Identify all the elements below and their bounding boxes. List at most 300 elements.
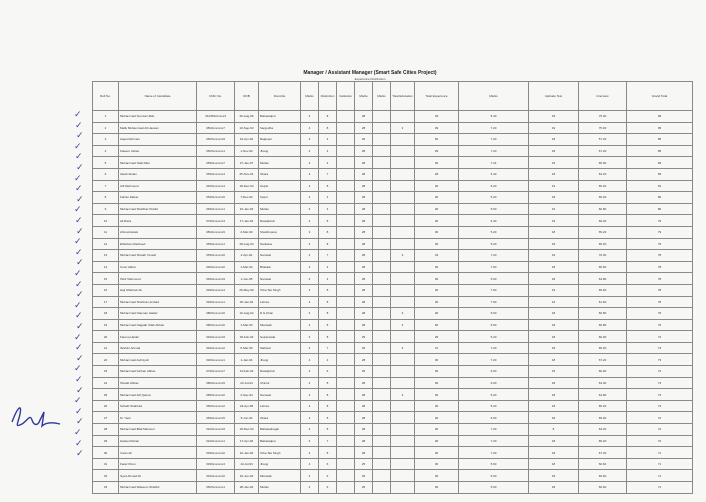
- table-cell: 7: [319, 435, 337, 447]
- table-cell: 9: [93, 203, 119, 215]
- table-cell: 3530xxxxxxx1: [197, 238, 235, 250]
- table-cell: 60.80: [579, 203, 627, 215]
- check-mark-icon: ✓: [75, 120, 83, 131]
- table-cell: 6: [319, 458, 337, 470]
- table-cell: 5.20: [459, 180, 529, 192]
- table-row: [93, 389, 693, 401]
- table-cell: 3320xxxxxxx1: [197, 354, 235, 366]
- table-cell: 81: [627, 180, 693, 192]
- table-cell: 7.20: [459, 354, 529, 366]
- table-cell: 3810xxxxxxx9: [197, 226, 235, 238]
- table-cell: 65.00: [579, 157, 627, 169]
- table-cell: 28: [355, 354, 373, 366]
- table-cell: 3310xxxxxxx6: [197, 470, 235, 482]
- table-cell: 16: [93, 284, 119, 296]
- table-cell: 7.20: [459, 134, 529, 146]
- table-cell: 47: [415, 342, 459, 354]
- table-cell: 65.20: [579, 435, 627, 447]
- check-mark-icon: ✓: [75, 406, 83, 417]
- table-cell: 5.60: [459, 319, 529, 331]
- table-cell: 15: [93, 273, 119, 285]
- table-cell: 30: [415, 273, 459, 285]
- table-cell: 30: [415, 215, 459, 227]
- column-header: Total Education: [391, 82, 415, 111]
- table-cell: [337, 203, 355, 215]
- table-cell: 28: [355, 435, 373, 447]
- check-mark-icon: ✓: [76, 322, 84, 332]
- table-cell: 3520xxxxxxx2: [197, 400, 235, 412]
- table-cell: [337, 168, 355, 180]
- table-cell: 3460xxxxxxx0: [197, 261, 235, 273]
- table-cell: 3520xxxxxxx1: [197, 145, 235, 157]
- table-cell: [337, 145, 355, 157]
- table-cell: 28: [93, 424, 119, 436]
- table-cell: [373, 331, 391, 343]
- table-cell: Kaleem Ashan: [119, 145, 197, 157]
- table-cell: [391, 354, 415, 366]
- table-cell: [337, 296, 355, 308]
- table-cell: Muhammad Atif Qamar: [119, 389, 197, 401]
- table-cell: 60.60: [579, 482, 627, 494]
- table-row: [93, 458, 693, 470]
- table-cell: 3: [391, 250, 415, 262]
- table-cell: Umer Akbar: [119, 261, 197, 273]
- table-cell: 3420xxxxxxx2: [197, 342, 235, 354]
- table-cell: 29: [93, 435, 119, 447]
- table-cell: [373, 412, 391, 424]
- table-cell: [373, 168, 391, 180]
- table-cell: 83: [627, 168, 693, 180]
- table-row: [93, 342, 693, 354]
- table-cell: Faizan Zafeer: [119, 192, 197, 204]
- check-mark-icon: ✓: [74, 300, 82, 311]
- table-cell: [373, 342, 391, 354]
- table-cell: 15: [529, 366, 579, 378]
- table-cell: 4: [319, 354, 337, 366]
- table-cell: 65.20: [579, 238, 627, 250]
- table-cell: 33: [93, 482, 119, 494]
- table-cell: Imran Ali: [119, 447, 197, 459]
- table-cell: 4: [301, 134, 319, 146]
- table-cell: Muhammad Shahbaz Khalid: [119, 203, 197, 215]
- table-cell: 30: [415, 424, 459, 436]
- table-cell: 28: [355, 203, 373, 215]
- check-mark-icon: ✓: [75, 343, 83, 354]
- table-cell: [337, 354, 355, 366]
- table-cell: [373, 215, 391, 227]
- table-cell: [373, 435, 391, 447]
- table-row: [93, 284, 693, 296]
- table-cell: Muhammad Asif Ayub: [119, 354, 197, 366]
- table-row: [93, 134, 693, 146]
- table-cell: 4: [319, 145, 337, 157]
- table-cell: 3: [93, 134, 119, 146]
- table-cell: 73: [627, 389, 693, 401]
- table-cell: 6: [319, 470, 337, 482]
- table-cell: 5-Mar-90: [235, 342, 259, 354]
- check-mark-icon: ✓: [74, 269, 82, 279]
- table-cell: Haji Shahzeb Ali: [119, 284, 197, 296]
- table-cell: 18: [529, 261, 579, 273]
- table-cell: 78: [627, 261, 693, 273]
- table-cell: [373, 157, 391, 169]
- table-cell: 18-Feb-92: [235, 331, 259, 343]
- table-row: [93, 180, 693, 192]
- check-mark-icon: ✓: [75, 438, 83, 449]
- table-cell: 3: [391, 308, 415, 320]
- table-cell: 50: [415, 134, 459, 146]
- check-mark-icon: ✓: [76, 353, 84, 364]
- table-cell: Bahawalnagar: [259, 424, 301, 436]
- table-cell: 5.20: [459, 238, 529, 250]
- table-cell: 3530xxxxxxx6: [197, 250, 235, 262]
- table-cell: 30: [415, 366, 459, 378]
- check-mark-icon: ✓: [76, 449, 84, 460]
- table-cell: [391, 215, 415, 227]
- table-cell: 66.80: [579, 308, 627, 320]
- table-cell: [337, 412, 355, 424]
- table-cell: 78: [627, 284, 693, 296]
- table-cell: [373, 261, 391, 273]
- table-cell: 4: [301, 111, 319, 123]
- table-cell: 28: [355, 308, 373, 320]
- table-row: [93, 168, 693, 180]
- table-cell: 5.60: [459, 470, 529, 482]
- table-cell: 10-Sep-93: [235, 122, 259, 134]
- table-cell: 18: [529, 192, 579, 204]
- table-cell: 3: [391, 389, 415, 401]
- table-row: [93, 122, 693, 134]
- table-cell: 23-Jul-94: [235, 377, 259, 389]
- table-cell: 18: [529, 389, 579, 401]
- table-cell: [373, 238, 391, 250]
- table-cell: 1-Mar-93: [235, 319, 259, 331]
- table-cell: 95: [627, 111, 693, 123]
- table-cell: 72: [627, 424, 693, 436]
- table-cell: 4: [301, 458, 319, 470]
- table-cell: [373, 482, 391, 494]
- table-cell: 67.20: [579, 145, 627, 157]
- table-cell: 4: [301, 319, 319, 331]
- column-header: Interview: [579, 82, 627, 111]
- table-cell: 19: [529, 157, 579, 169]
- table-cell: [391, 412, 415, 424]
- table-cell: 18: [529, 308, 579, 320]
- table-cell: 1-Jun-95: [235, 273, 259, 285]
- table-cell: 17-Jan-94: [235, 215, 259, 227]
- table-cell: 18: [529, 470, 579, 482]
- table-cell: 5.40: [459, 111, 529, 123]
- table-cell: 57.20: [579, 134, 627, 146]
- table-row: [93, 308, 693, 320]
- table-cell: 10-Jan-90: [235, 447, 259, 459]
- table-cell: 4: [301, 192, 319, 204]
- table-cell: Muhammad Waseem Shabbir: [119, 482, 197, 494]
- table-cell: [391, 203, 415, 215]
- table-cell: Sahiwal: [259, 342, 301, 354]
- table-cell: Faraz Khan: [119, 458, 197, 470]
- table-cell: Muhammad Nagaab Ullah Abbas: [119, 319, 197, 331]
- table-cell: 79: [627, 226, 693, 238]
- table-cell: 5.60: [459, 203, 529, 215]
- table-cell: [337, 273, 355, 285]
- table-cell: 3: [391, 319, 415, 331]
- table-cell: 18: [529, 400, 579, 412]
- table-cell: 4: [301, 308, 319, 320]
- table-cell: 3540xxxxxxx5: [197, 412, 235, 424]
- table-cell: 30: [415, 284, 459, 296]
- table-cell: 43: [415, 250, 459, 262]
- table-cell: 18: [529, 377, 579, 389]
- table-cell: 3520xxxxxxx9: [197, 134, 235, 146]
- table-cell: 65.20: [579, 226, 627, 238]
- table-cell: 25: [93, 389, 119, 401]
- table-cell: 30: [415, 226, 459, 238]
- table-cell: Haheel Rehan: [119, 435, 197, 447]
- table-cell: Multan: [259, 157, 301, 169]
- table-cell: [337, 157, 355, 169]
- table-cell: 78: [627, 296, 693, 308]
- table-cell: [373, 180, 391, 192]
- check-mark-icon: ✓: [74, 332, 82, 343]
- table-cell: Farooq Haider: [119, 331, 197, 343]
- table-cell: 78: [627, 273, 693, 285]
- table-row: [93, 412, 693, 424]
- table-cell: 30: [415, 192, 459, 204]
- table-cell: 28: [355, 250, 373, 262]
- table-cell: 60.00: [579, 366, 627, 378]
- table-cell: Narowal: [259, 250, 301, 262]
- table-cell: [337, 377, 355, 389]
- table-cell: 30: [415, 261, 459, 273]
- table-cell: 26-May-90: [235, 284, 259, 296]
- table-cell: 4: [301, 180, 319, 192]
- table-cell: [391, 435, 415, 447]
- check-mark-icon: ✓: [75, 152, 83, 163]
- table-cell: Muhammad Shahnan Arshad: [119, 296, 197, 308]
- table-row: [93, 447, 693, 459]
- table-cell: 65.20: [579, 342, 627, 354]
- table-cell: Multan: [259, 203, 301, 215]
- table-cell: 7: [319, 250, 337, 262]
- table-cell: [391, 470, 415, 482]
- table-cell: [391, 168, 415, 180]
- table-cell: 8: [319, 377, 337, 389]
- table-cell: Muhammad Sumsai Ullah: [119, 111, 197, 123]
- column-header: Distinction: [319, 82, 337, 111]
- table-cell: [373, 308, 391, 320]
- table-cell: 7.20: [459, 250, 529, 262]
- table-cell: 13-Feb-92: [235, 366, 259, 378]
- table-cell: 65.20: [579, 180, 627, 192]
- table-cell: 12: [93, 238, 119, 250]
- table-cell: Gujrat: [259, 180, 301, 192]
- table-cell: 66.40: [579, 215, 627, 227]
- table-cell: 3820xxxxxxx6: [197, 319, 235, 331]
- table-cell: 5.60: [459, 412, 529, 424]
- table-cell: 30: [93, 447, 119, 459]
- table-row: [93, 250, 693, 262]
- column-header: Roll No.: [93, 82, 119, 111]
- table-cell: 30: [415, 377, 459, 389]
- table-cell: Bhakkar: [259, 261, 301, 273]
- table-cell: 28: [355, 412, 373, 424]
- table-cell: [373, 134, 391, 146]
- table-cell: 11: [93, 226, 119, 238]
- table-cell: [337, 319, 355, 331]
- table-cell: 3120xxxxxxx1: [197, 435, 235, 447]
- table-cell: [391, 284, 415, 296]
- table-cell: 25: [355, 470, 373, 482]
- table-cell: 73: [627, 342, 693, 354]
- table-cell: 67.20: [579, 447, 627, 459]
- check-mark-icon: ✓: [76, 258, 84, 269]
- table-cell: 10-Aug-92: [235, 308, 259, 320]
- table-row: [93, 331, 693, 343]
- table-row: [93, 319, 693, 331]
- table-cell: 4: [319, 203, 337, 215]
- table-cell: 28: [355, 296, 373, 308]
- table-cell: 79: [627, 215, 693, 227]
- table-cell: 6: [93, 168, 119, 180]
- table-cell: Rajanpur: [259, 134, 301, 146]
- table-cell: 8: [319, 111, 337, 123]
- table-cell: Muhammad Farhan Abbas: [119, 366, 197, 378]
- check-mark-icon: ✓: [74, 173, 82, 184]
- table-cell: 83: [627, 157, 693, 169]
- table-cell: Shoaib Abbas: [119, 377, 197, 389]
- table-cell: 8: [319, 226, 337, 238]
- table-cell: 3120xxxxxxx9: [197, 424, 235, 436]
- table-cell: 8: [319, 319, 337, 331]
- table-cell: Bahawalpur: [259, 435, 301, 447]
- table-cell: 30: [415, 458, 459, 470]
- check-mark-icon: ✓: [76, 163, 84, 173]
- table-cell: 1-Nov-92: [235, 145, 259, 157]
- table-cell: [373, 470, 391, 482]
- table-cell: [391, 134, 415, 146]
- table-cell: 1-Mar-94: [235, 261, 259, 273]
- check-mark-icon: ✓: [74, 205, 82, 216]
- table-cell: 7.20: [459, 122, 529, 134]
- table-row: [93, 424, 693, 436]
- table-cell: 25: [355, 482, 373, 494]
- table-cell: 28: [355, 447, 373, 459]
- table-cell: 24: [93, 377, 119, 389]
- table-cell: 16-Jan-93: [235, 203, 259, 215]
- table-cell: 4: [93, 145, 119, 157]
- table-cell: [373, 366, 391, 378]
- column-header: Marks: [373, 82, 391, 111]
- table-cell: 3820xxxxxxx6: [197, 308, 235, 320]
- table-cell: Ibrahim Ahmad: [119, 342, 197, 354]
- table-cell: 16: [529, 203, 579, 215]
- table-cell: [391, 226, 415, 238]
- table-cell: 60.60: [579, 458, 627, 470]
- table-cell: 5.20: [459, 400, 529, 412]
- table-cell: 8: [319, 412, 337, 424]
- table-cell: 14: [93, 261, 119, 273]
- table-cell: 25: [355, 331, 373, 343]
- check-mark-icon: ✓: [74, 237, 82, 248]
- table-cell: Ahmad Awais: [119, 226, 197, 238]
- table-cell: Narowal: [259, 389, 301, 401]
- table-cell: [391, 331, 415, 343]
- check-mark-icon: ✓: [76, 226, 84, 237]
- table-cell: 8: [529, 424, 579, 436]
- column-header: Grand Total: [627, 82, 693, 111]
- table-cell: [373, 203, 391, 215]
- table-cell: 3820xxxxxxx5: [197, 377, 235, 389]
- table-cell: 4: [301, 424, 319, 436]
- table-row: [93, 354, 693, 366]
- table-cell: 7.60: [459, 296, 529, 308]
- table-cell: [373, 389, 391, 401]
- table-cell: 21: [93, 342, 119, 354]
- check-mark-icon: ✓: [74, 141, 82, 152]
- table-cell: Aqeel Rehman: [119, 134, 197, 146]
- table-cell: 31: [93, 458, 119, 470]
- table-cell: Chiniot: [259, 377, 301, 389]
- table-cell: 65.60: [579, 261, 627, 273]
- table-cell: 6.00: [459, 366, 529, 378]
- table-cell: 85: [627, 134, 693, 146]
- table-cell: 30: [415, 482, 459, 494]
- table-cell: 28: [355, 145, 373, 157]
- table-cell: [391, 192, 415, 204]
- check-mark-icon: ✓: [76, 131, 84, 142]
- table-cell: 3120452xxxxx3: [197, 111, 235, 123]
- table-cell: [337, 447, 355, 459]
- column-header: Institution: [337, 82, 355, 111]
- table-cell: 4: [301, 447, 319, 459]
- check-mark-icon: ✓: [75, 279, 83, 290]
- table-cell: 28: [355, 400, 373, 412]
- table-cell: 28: [355, 111, 373, 123]
- table-cell: 29: [415, 145, 459, 157]
- table-cell: 28: [355, 377, 373, 389]
- table-row: [93, 157, 693, 169]
- table-cell: 1: [93, 111, 119, 123]
- table-cell: [373, 400, 391, 412]
- table-cell: 4: [301, 157, 319, 169]
- table-cell: 28: [355, 319, 373, 331]
- table-cell: 4: [319, 134, 337, 146]
- table-cell: [373, 111, 391, 123]
- table-cell: 18-Dec-93: [235, 180, 259, 192]
- table-cell: 30: [415, 180, 459, 192]
- table-cell: 4: [301, 342, 319, 354]
- table-cell: Lahore: [259, 400, 301, 412]
- table-cell: 19: [529, 250, 579, 262]
- table-cell: Ali Raza: [119, 215, 197, 227]
- table-row: [93, 111, 693, 123]
- table-cell: [373, 377, 391, 389]
- table-cell: [337, 111, 355, 123]
- table-cell: 28: [355, 389, 373, 401]
- table-cell: 4: [319, 157, 337, 169]
- table-cell: 28-Jan-92: [235, 482, 259, 494]
- table-cell: Sheikhupura: [259, 226, 301, 238]
- table-cell: [337, 435, 355, 447]
- table-cell: 28: [355, 122, 373, 134]
- table-cell: 26: [93, 400, 119, 412]
- table-row: [93, 400, 693, 412]
- table-cell: 6.00: [459, 377, 529, 389]
- table-cell: 8: [93, 192, 119, 204]
- table-cell: 5.60: [459, 273, 529, 285]
- table-cell: Multan: [259, 482, 301, 494]
